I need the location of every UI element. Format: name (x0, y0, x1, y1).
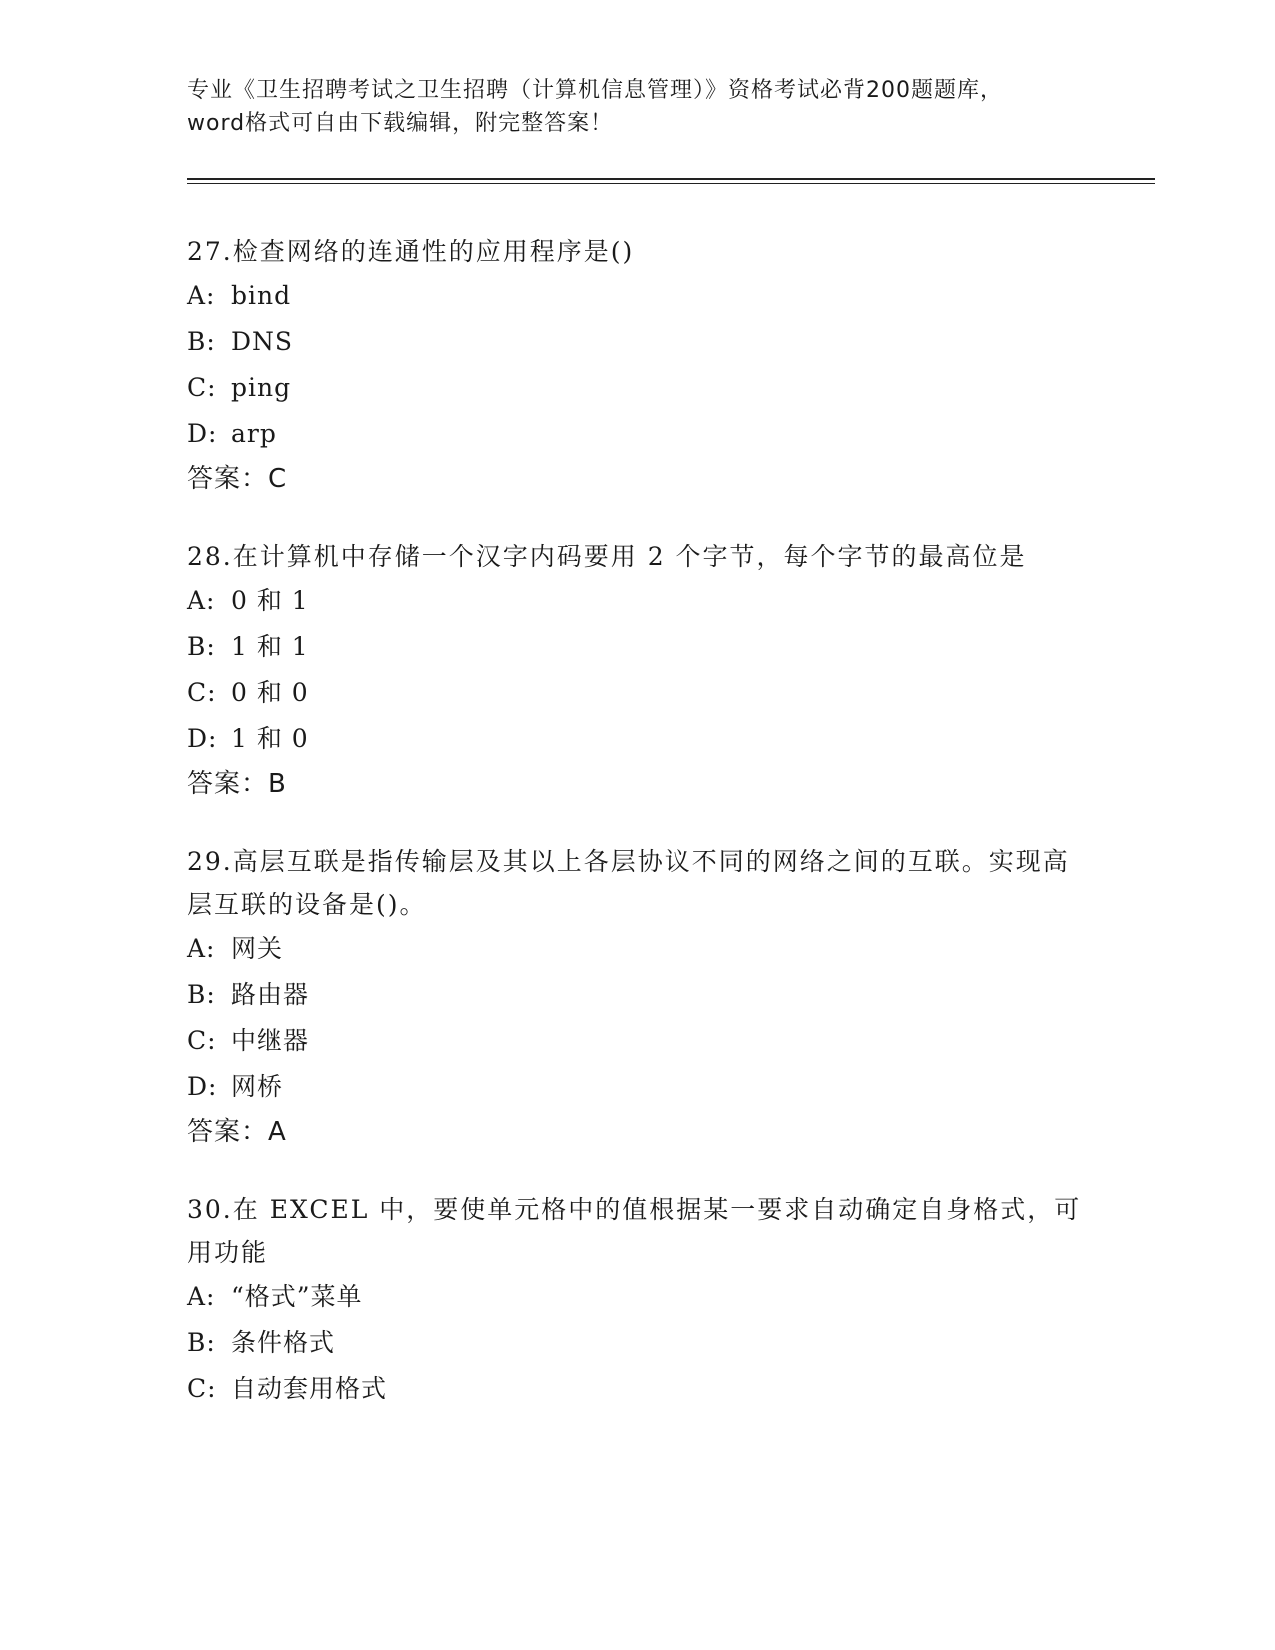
option-b (187, 972, 1087, 1018)
option-letter: A: (187, 1282, 216, 1311)
question-30 (187, 1188, 1087, 1412)
question-text: 29.高层互联是指传输层及其以上各层协议不同的网络之间的互联。实现高层互联的设备是()。 (187, 847, 1070, 919)
option-letter: C: (187, 678, 217, 707)
question-text: 27.检查网络的连通性的应用程序是() (187, 237, 635, 266)
option-text: 0 和 0 (231, 678, 309, 707)
option-text: 0 和 1 (231, 586, 309, 615)
option-a (187, 1274, 1087, 1320)
option-letter: D: (187, 1072, 218, 1101)
option-b (187, 624, 1087, 670)
option-text: 中继器 (231, 1026, 310, 1055)
option-a (187, 926, 1087, 972)
header-rule-thick (187, 178, 1155, 180)
option-letter: A: (187, 934, 216, 963)
option-text: 条件格式 (231, 1328, 336, 1357)
document-header (187, 74, 1087, 140)
option-text: 网桥 (231, 1072, 284, 1101)
option-text: DNS (231, 327, 294, 356)
answer-label: 答案：C (187, 464, 288, 494)
question-29 (187, 840, 1087, 1154)
option-text: 路由器 (231, 980, 310, 1009)
option-text: arp (231, 419, 277, 448)
option-letter: B: (187, 980, 216, 1009)
option-letter: B: (187, 327, 216, 356)
option-c (187, 365, 1087, 411)
option-text: “格式”菜单 (231, 1282, 363, 1311)
question-text: 28.在计算机中存储一个汉字内码要用 2 个字节，每个字节的最高位是 (187, 542, 1027, 571)
question-27 (187, 230, 1087, 501)
option-text: 1 和 0 (231, 724, 309, 753)
option-a (187, 273, 1087, 319)
option-c (187, 1366, 1087, 1412)
option-c (187, 670, 1087, 716)
option-letter: D: (187, 724, 218, 753)
option-text: 自动套用格式 (231, 1374, 388, 1403)
option-letter: C: (187, 373, 217, 402)
option-letter: C: (187, 1026, 217, 1055)
option-text: 网关 (231, 934, 284, 963)
option-letter: B: (187, 1328, 216, 1357)
option-d (187, 411, 1087, 457)
option-d (187, 716, 1087, 762)
option-c (187, 1018, 1087, 1064)
option-text: ping (231, 373, 292, 402)
answer-label: 答案：A (187, 1117, 287, 1147)
option-b (187, 1320, 1087, 1366)
option-text: 1 和 1 (231, 632, 309, 661)
question-28 (187, 535, 1087, 806)
option-b (187, 319, 1087, 365)
option-d (187, 1064, 1087, 1110)
option-letter: C: (187, 1374, 217, 1403)
option-letter: A: (187, 281, 216, 310)
header-rule-thin (187, 183, 1155, 184)
question-text: 30.在 EXCEL 中，要使单元格中的值根据某一要求自动确定自身格式，可用功能 (187, 1195, 1082, 1267)
option-letter: A: (187, 586, 216, 615)
option-letter: D: (187, 419, 218, 448)
header-line-2: word格式可自由下载编辑，附完整答案！ (187, 111, 614, 136)
answer-label: 答案：B (187, 769, 287, 799)
option-text: bind (231, 281, 292, 310)
option-a (187, 578, 1087, 624)
header-line-1: 专业《卫生招聘考试之卫生招聘（计算机信息管理）》资格考试必背200题题库， (187, 78, 1003, 103)
option-letter: B: (187, 632, 216, 661)
